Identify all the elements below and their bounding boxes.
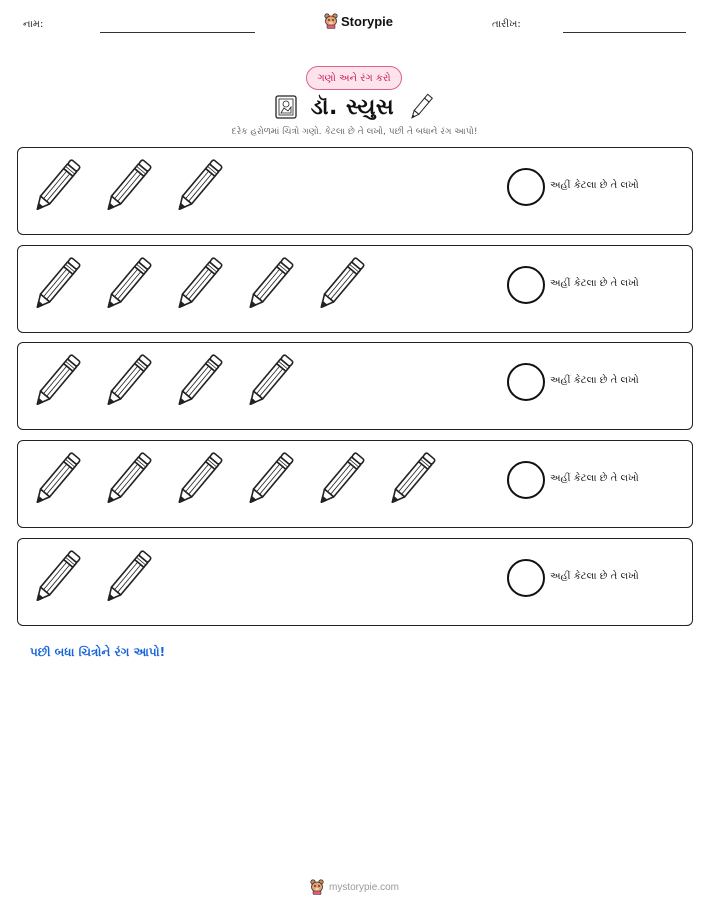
bear-mascot-icon	[310, 879, 324, 895]
answer-label: અહીં કેટલા છે તે લખો	[550, 571, 639, 582]
pencil-group	[30, 254, 366, 316]
answer-circle[interactable]	[507, 168, 545, 206]
count-row-3	[17, 342, 693, 430]
pencil-icon	[243, 254, 295, 316]
name-label: નામ:	[23, 19, 44, 30]
count-row-2	[17, 245, 693, 333]
page-title: ડૉ. સ્યુસ	[310, 94, 395, 120]
answer-circle[interactable]	[507, 559, 545, 597]
answer-label: અહીં કેટલા છે તે લખો	[550, 473, 639, 484]
answer-label: અહીં કેટલા છે તે લખો	[550, 375, 639, 386]
count-row-5	[17, 538, 693, 626]
book-icon	[275, 95, 297, 119]
pencil-group	[30, 449, 437, 511]
pencil-icon	[101, 254, 153, 316]
brand-name: Storypie	[341, 13, 394, 29]
pencil-icon	[172, 351, 224, 413]
footer-site	[0, 879, 709, 895]
answer-circle[interactable]	[507, 461, 545, 499]
instructions: દરેક હરોળમાં ચિત્રો ગણો. કેટલા છે તે લખો, પછી તે બધાને રંગ આપો!	[231, 127, 478, 137]
date-label: તારીખ:	[492, 19, 521, 30]
pencil-icon	[172, 156, 224, 218]
closing-note: પછી બધા ચિત્રોને રંગ આપો!	[30, 645, 166, 659]
pencil-icon	[243, 449, 295, 511]
pencil-icon	[172, 449, 224, 511]
pencil-icon	[408, 92, 434, 122]
pencil-icon	[101, 449, 153, 511]
pencil-icon	[30, 547, 82, 609]
pencil-icon	[172, 254, 224, 316]
pencil-icon	[101, 156, 153, 218]
pencil-group	[30, 547, 153, 609]
answer-label: અહીં કેટલા છે તે લખો	[550, 180, 639, 191]
count-row-4	[17, 440, 693, 528]
pencil-icon	[385, 449, 437, 511]
pencil-group	[30, 156, 224, 218]
count-row-1	[17, 147, 693, 235]
pencil-icon	[30, 254, 82, 316]
pencil-icon	[30, 351, 82, 413]
pencil-icon	[30, 449, 82, 511]
pencil-group	[30, 351, 295, 413]
pencil-icon	[101, 351, 153, 413]
storypie-logo	[324, 13, 393, 29]
activity-badge: ગણો અને રંગ કરો	[306, 66, 402, 90]
answer-circle[interactable]	[507, 266, 545, 304]
pencil-icon	[243, 351, 295, 413]
bear-mascot-icon	[324, 13, 338, 29]
answer-circle[interactable]	[507, 363, 545, 401]
pencil-icon	[314, 254, 366, 316]
pencil-icon	[314, 449, 366, 511]
name-line	[100, 32, 255, 33]
pencil-icon	[101, 547, 153, 609]
site-url: mystorypie.com	[328, 881, 399, 893]
date-line	[563, 32, 686, 33]
title-row	[0, 92, 709, 122]
pencil-icon	[30, 156, 82, 218]
answer-label: અહીં કેટલા છે તે લખો	[550, 278, 639, 289]
